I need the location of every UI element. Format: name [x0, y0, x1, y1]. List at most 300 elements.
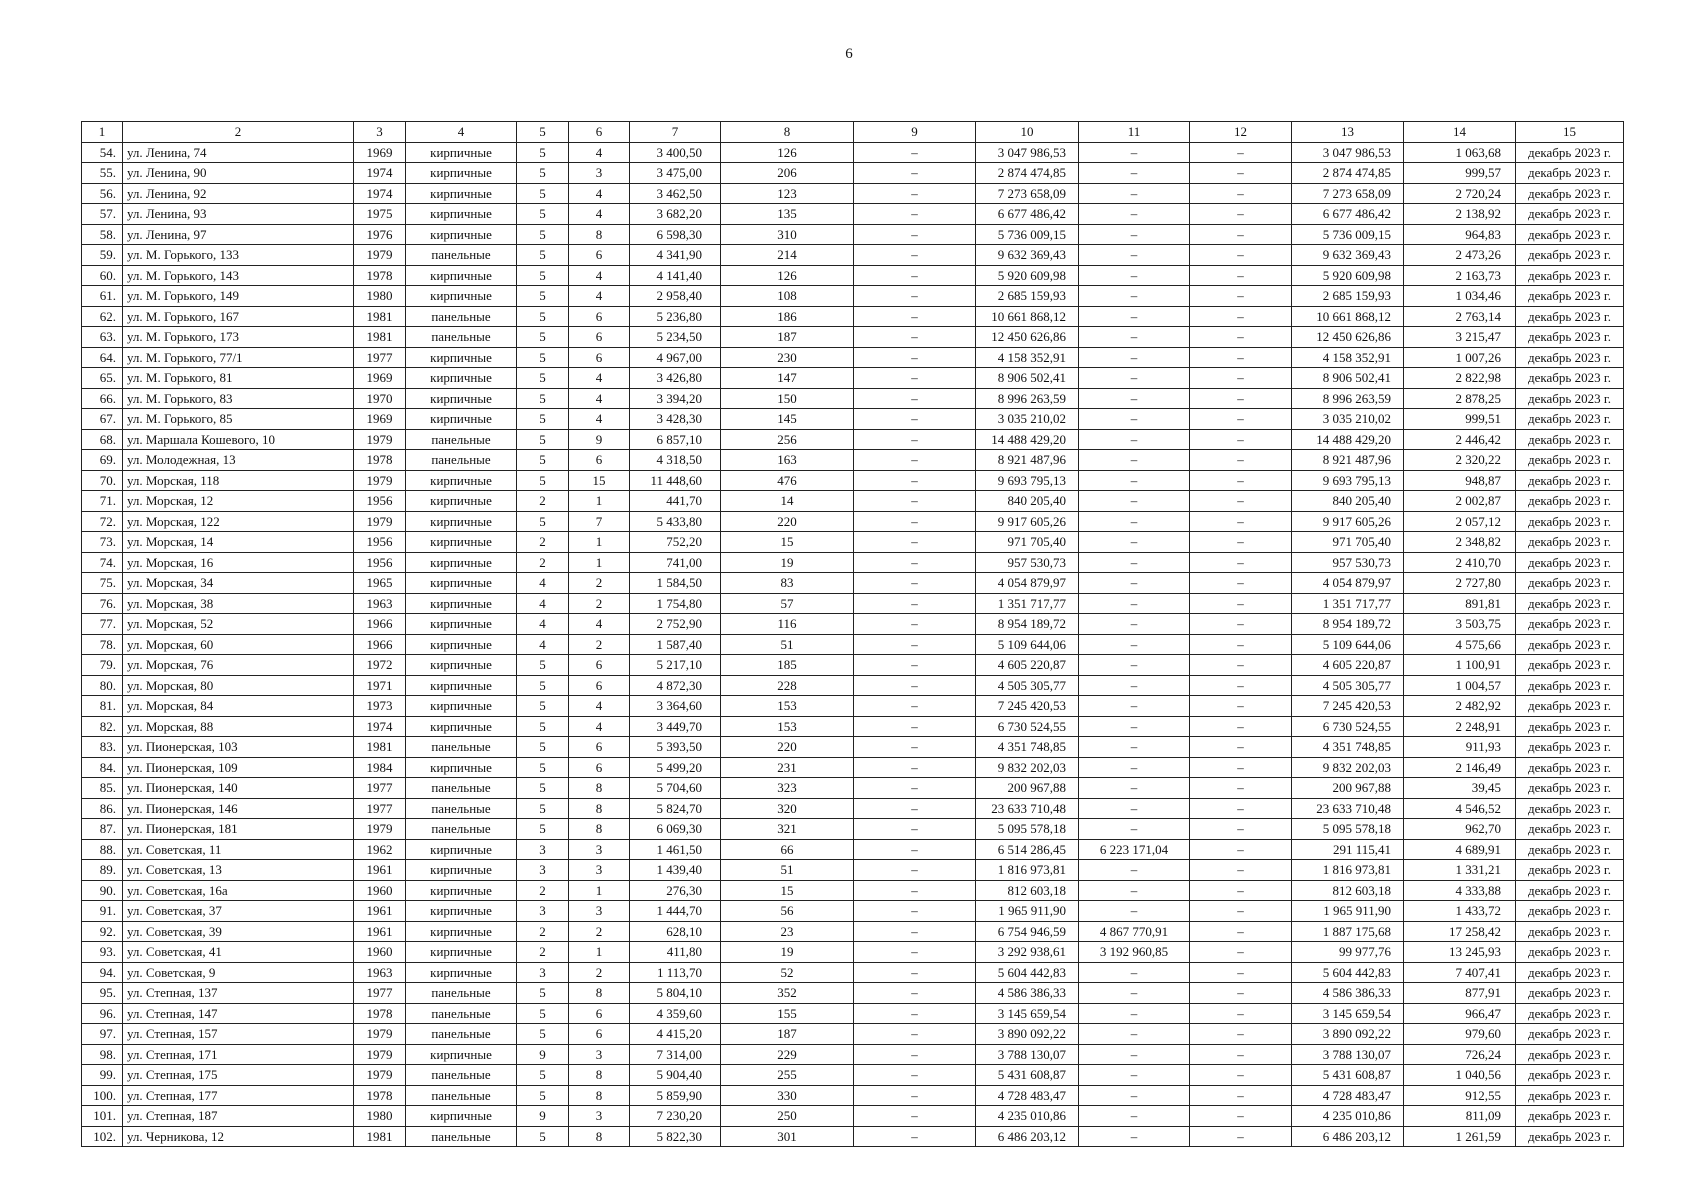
cell-col-13: 2 874 474,85: [1292, 163, 1404, 184]
cell-col-9: –: [854, 860, 976, 881]
cell-col-9: –: [854, 224, 976, 245]
cell-col-7: 1 461,50: [630, 839, 721, 860]
cell-col-10: 4 605 220,87: [976, 655, 1079, 676]
cell-col-15: декабрь 2023 г.: [1516, 347, 1624, 368]
cell-col-13: 6 486 203,12: [1292, 1126, 1404, 1147]
cell-col-3: 1979: [354, 1024, 406, 1045]
cell-col-15: декабрь 2023 г.: [1516, 1065, 1624, 1086]
cell-col-7: 752,20: [630, 532, 721, 553]
table-row: [82, 163, 1624, 184]
cell-col-2: ул. Советская, 13: [123, 860, 354, 881]
cell-col-14: 39,45: [1404, 778, 1516, 799]
cell-col-2: ул. М. Горького, 85: [123, 409, 354, 430]
cell-col-15: декабрь 2023 г.: [1516, 737, 1624, 758]
cell-col-8: 187: [721, 1024, 854, 1045]
table-row: [82, 778, 1624, 799]
cell-col-14: 911,93: [1404, 737, 1516, 758]
cell-col-11: –: [1079, 286, 1190, 307]
cell-col-6: 6: [569, 675, 630, 696]
table-row: [82, 450, 1624, 471]
cell-col-8: 51: [721, 634, 854, 655]
cell-col-4: кирпичные: [406, 675, 517, 696]
cell-col-8: 185: [721, 655, 854, 676]
table-row: [82, 204, 1624, 225]
cell-col-4: кирпичные: [406, 470, 517, 491]
column-header-4: 4: [406, 122, 517, 143]
table-row: [82, 675, 1624, 696]
cell-col-12: –: [1190, 450, 1292, 471]
cell-col-13: 812 603,18: [1292, 880, 1404, 901]
cell-col-4: кирпичные: [406, 142, 517, 163]
cell-col-6: 3: [569, 860, 630, 881]
cell-col-9: –: [854, 942, 976, 963]
cell-col-11: –: [1079, 1085, 1190, 1106]
cell-col-6: 6: [569, 347, 630, 368]
cell-col-9: –: [854, 1106, 976, 1127]
cell-col-3: 1984: [354, 757, 406, 778]
cell-col-7: 5 904,40: [630, 1065, 721, 1086]
cell-col-3: 1969: [354, 368, 406, 389]
cell-col-10: 9 632 369,43: [976, 245, 1079, 266]
cell-col-4: кирпичные: [406, 860, 517, 881]
cell-col-13: 5 736 009,15: [1292, 224, 1404, 245]
cell-col-5: 2: [517, 921, 569, 942]
table-row: [82, 962, 1624, 983]
cell-col-14: 2 138,92: [1404, 204, 1516, 225]
cell-col-2: ул. Черникова, 12: [123, 1126, 354, 1147]
cell-col-8: 214: [721, 245, 854, 266]
cell-col-13: 9 632 369,43: [1292, 245, 1404, 266]
cell-col-15: декабрь 2023 г.: [1516, 860, 1624, 881]
cell-col-10: 6 730 524,55: [976, 716, 1079, 737]
cell-col-12: –: [1190, 593, 1292, 614]
cell-col-11: –: [1079, 860, 1190, 881]
cell-col-1: 59.: [82, 245, 123, 266]
cell-col-4: кирпичные: [406, 716, 517, 737]
cell-col-12: –: [1190, 1126, 1292, 1147]
cell-col-4: кирпичные: [406, 532, 517, 553]
cell-col-14: 964,83: [1404, 224, 1516, 245]
cell-col-11: –: [1079, 347, 1190, 368]
cell-col-9: –: [854, 470, 976, 491]
cell-col-6: 1: [569, 532, 630, 553]
cell-col-13: 9 832 202,03: [1292, 757, 1404, 778]
cell-col-14: 4 546,52: [1404, 798, 1516, 819]
cell-col-9: –: [854, 1085, 976, 1106]
cell-col-4: панельные: [406, 778, 517, 799]
cell-col-10: 8 906 502,41: [976, 368, 1079, 389]
cell-col-1: 60.: [82, 265, 123, 286]
cell-col-14: 1 034,46: [1404, 286, 1516, 307]
cell-col-7: 3 682,20: [630, 204, 721, 225]
cell-col-2: ул. Маршала Кошевого, 10: [123, 429, 354, 450]
cell-col-11: –: [1079, 880, 1190, 901]
cell-col-11: –: [1079, 757, 1190, 778]
cell-col-15: декабрь 2023 г.: [1516, 1085, 1624, 1106]
cell-col-12: –: [1190, 921, 1292, 942]
cell-col-10: 200 967,88: [976, 778, 1079, 799]
cell-col-3: 1979: [354, 1065, 406, 1086]
cell-col-3: 1961: [354, 921, 406, 942]
cell-col-10: 1 816 973,81: [976, 860, 1079, 881]
cell-col-12: –: [1190, 983, 1292, 1004]
cell-col-11: 3 192 960,85: [1079, 942, 1190, 963]
cell-col-3: 1966: [354, 614, 406, 635]
cell-col-10: 7 273 658,09: [976, 183, 1079, 204]
table-row: [82, 429, 1624, 450]
cell-col-14: 2 878,25: [1404, 388, 1516, 409]
cell-col-5: 4: [517, 614, 569, 635]
cell-col-5: 4: [517, 593, 569, 614]
cell-col-13: 291 115,41: [1292, 839, 1404, 860]
cell-col-10: 5 095 578,18: [976, 819, 1079, 840]
cell-col-3: 1978: [354, 265, 406, 286]
table-row: [82, 1106, 1624, 1127]
cell-col-14: 7 407,41: [1404, 962, 1516, 983]
cell-col-4: кирпичные: [406, 1044, 517, 1065]
cell-col-1: 84.: [82, 757, 123, 778]
cell-col-7: 3 449,70: [630, 716, 721, 737]
cell-col-7: 7 230,20: [630, 1106, 721, 1127]
cell-col-8: 51: [721, 860, 854, 881]
table-row: [82, 409, 1624, 430]
cell-col-13: 3 890 092,22: [1292, 1024, 1404, 1045]
cell-col-2: ул. Ленина, 90: [123, 163, 354, 184]
cell-col-12: –: [1190, 1085, 1292, 1106]
table-row: [82, 491, 1624, 512]
column-header-1: 1: [82, 122, 123, 143]
cell-col-5: 5: [517, 798, 569, 819]
cell-col-13: 10 661 868,12: [1292, 306, 1404, 327]
cell-col-7: 628,10: [630, 921, 721, 942]
cell-col-11: –: [1079, 491, 1190, 512]
cell-col-8: 150: [721, 388, 854, 409]
cell-col-11: –: [1079, 716, 1190, 737]
cell-col-2: ул. Степная, 147: [123, 1003, 354, 1024]
cell-col-13: 4 351 748,85: [1292, 737, 1404, 758]
cell-col-9: –: [854, 696, 976, 717]
cell-col-5: 5: [517, 409, 569, 430]
cell-col-15: декабрь 2023 г.: [1516, 491, 1624, 512]
table-row: [82, 286, 1624, 307]
cell-col-1: 65.: [82, 368, 123, 389]
cell-col-15: декабрь 2023 г.: [1516, 327, 1624, 348]
cell-col-12: –: [1190, 1003, 1292, 1024]
cell-col-1: 82.: [82, 716, 123, 737]
cell-col-12: –: [1190, 1065, 1292, 1086]
cell-col-1: 77.: [82, 614, 123, 635]
cell-col-5: 5: [517, 368, 569, 389]
cell-col-10: 5 109 644,06: [976, 634, 1079, 655]
cell-col-1: 73.: [82, 532, 123, 553]
cell-col-5: 5: [517, 819, 569, 840]
cell-col-13: 5 920 609,98: [1292, 265, 1404, 286]
cell-col-5: 5: [517, 286, 569, 307]
cell-col-10: 1 965 911,90: [976, 901, 1079, 922]
column-header-3: 3: [354, 122, 406, 143]
cell-col-14: 726,24: [1404, 1044, 1516, 1065]
cell-col-6: 6: [569, 245, 630, 266]
cell-col-6: 8: [569, 819, 630, 840]
cell-col-15: декабрь 2023 г.: [1516, 696, 1624, 717]
cell-col-9: –: [854, 552, 976, 573]
table-row: [82, 265, 1624, 286]
cell-col-3: 1956: [354, 491, 406, 512]
cell-col-6: 1: [569, 942, 630, 963]
cell-col-10: 5 431 608,87: [976, 1065, 1079, 1086]
cell-col-4: кирпичные: [406, 183, 517, 204]
table-row: [82, 224, 1624, 245]
cell-col-7: 1 444,70: [630, 901, 721, 922]
cell-col-11: –: [1079, 962, 1190, 983]
cell-col-10: 4 054 879,97: [976, 573, 1079, 594]
cell-col-11: –: [1079, 532, 1190, 553]
cell-col-8: 163: [721, 450, 854, 471]
cell-col-13: 8 954 189,72: [1292, 614, 1404, 635]
cell-col-3: 1979: [354, 819, 406, 840]
cell-col-1: 90.: [82, 880, 123, 901]
cell-col-7: 4 359,60: [630, 1003, 721, 1024]
table-row: [82, 942, 1624, 963]
cell-col-2: ул. Морская, 52: [123, 614, 354, 635]
cell-col-10: 4 505 305,77: [976, 675, 1079, 696]
cell-col-15: декабрь 2023 г.: [1516, 245, 1624, 266]
table-row: [82, 655, 1624, 676]
cell-col-10: 840 205,40: [976, 491, 1079, 512]
cell-col-3: 1960: [354, 942, 406, 963]
cell-col-1: 79.: [82, 655, 123, 676]
cell-col-2: ул. Морская, 76: [123, 655, 354, 676]
cell-col-10: 5 604 442,83: [976, 962, 1079, 983]
cell-col-5: 5: [517, 224, 569, 245]
cell-col-3: 1977: [354, 983, 406, 1004]
cell-col-4: кирпичные: [406, 593, 517, 614]
cell-col-13: 8 906 502,41: [1292, 368, 1404, 389]
cell-col-12: –: [1190, 839, 1292, 860]
cell-col-2: ул. Морская, 34: [123, 573, 354, 594]
cell-col-15: декабрь 2023 г.: [1516, 306, 1624, 327]
cell-col-15: декабрь 2023 г.: [1516, 204, 1624, 225]
cell-col-6: 6: [569, 306, 630, 327]
cell-col-15: декабрь 2023 г.: [1516, 634, 1624, 655]
cell-col-3: 1960: [354, 880, 406, 901]
cell-col-8: 255: [721, 1065, 854, 1086]
cell-col-7: 5 822,30: [630, 1126, 721, 1147]
cell-col-9: –: [854, 1024, 976, 1045]
cell-col-6: 3: [569, 163, 630, 184]
cell-col-8: 310: [721, 224, 854, 245]
cell-col-7: 1 439,40: [630, 860, 721, 881]
cell-col-14: 999,51: [1404, 409, 1516, 430]
cell-col-10: 3 788 130,07: [976, 1044, 1079, 1065]
cell-col-15: декабрь 2023 г.: [1516, 819, 1624, 840]
cell-col-8: 228: [721, 675, 854, 696]
cell-col-15: декабрь 2023 г.: [1516, 675, 1624, 696]
cell-col-9: –: [854, 142, 976, 163]
cell-col-7: 4 415,20: [630, 1024, 721, 1045]
cell-col-11: –: [1079, 327, 1190, 348]
cell-col-2: ул. Степная, 175: [123, 1065, 354, 1086]
cell-col-10: 8 996 263,59: [976, 388, 1079, 409]
cell-col-15: декабрь 2023 г.: [1516, 286, 1624, 307]
cell-col-9: –: [854, 1126, 976, 1147]
cell-col-11: –: [1079, 470, 1190, 491]
cell-col-7: 11 448,60: [630, 470, 721, 491]
cell-col-5: 2: [517, 491, 569, 512]
cell-col-6: 4: [569, 614, 630, 635]
cell-col-9: –: [854, 245, 976, 266]
cell-col-9: –: [854, 675, 976, 696]
cell-col-3: 1965: [354, 573, 406, 594]
cell-col-2: ул. Степная, 171: [123, 1044, 354, 1065]
cell-col-6: 2: [569, 962, 630, 983]
cell-col-7: 7 314,00: [630, 1044, 721, 1065]
cell-col-2: ул. Молодежная, 13: [123, 450, 354, 471]
cell-col-6: 4: [569, 286, 630, 307]
cell-col-2: ул. М. Горького, 149: [123, 286, 354, 307]
table-row: [82, 532, 1624, 553]
cell-col-9: –: [854, 286, 976, 307]
cell-col-11: –: [1079, 778, 1190, 799]
cell-col-6: 15: [569, 470, 630, 491]
cell-col-11: –: [1079, 368, 1190, 389]
cell-col-15: декабрь 2023 г.: [1516, 265, 1624, 286]
cell-col-12: –: [1190, 962, 1292, 983]
cell-col-13: 4 054 879,97: [1292, 573, 1404, 594]
cell-col-8: 57: [721, 593, 854, 614]
cell-col-15: декабрь 2023 г.: [1516, 614, 1624, 635]
cell-col-4: кирпичные: [406, 634, 517, 655]
cell-col-2: ул. М. Горького, 173: [123, 327, 354, 348]
cell-col-7: 2 958,40: [630, 286, 721, 307]
cell-col-11: –: [1079, 224, 1190, 245]
table-body: [82, 142, 1624, 1147]
table-row: [82, 634, 1624, 655]
table-row: [82, 245, 1624, 266]
cell-col-13: 1 887 175,68: [1292, 921, 1404, 942]
cell-col-15: декабрь 2023 г.: [1516, 552, 1624, 573]
cell-col-4: кирпичные: [406, 491, 517, 512]
cell-col-8: 220: [721, 511, 854, 532]
cell-col-8: 52: [721, 962, 854, 983]
cell-col-1: 96.: [82, 1003, 123, 1024]
cell-col-4: панельные: [406, 983, 517, 1004]
cell-col-8: 320: [721, 798, 854, 819]
cell-col-11: –: [1079, 737, 1190, 758]
cell-col-6: 7: [569, 511, 630, 532]
cell-col-14: 4 575,66: [1404, 634, 1516, 655]
cell-col-9: –: [854, 757, 976, 778]
cell-col-12: –: [1190, 429, 1292, 450]
cell-col-15: декабрь 2023 г.: [1516, 429, 1624, 450]
cell-col-13: 6 677 486,42: [1292, 204, 1404, 225]
cell-col-7: 4 341,90: [630, 245, 721, 266]
table-row: [82, 593, 1624, 614]
cell-col-5: 5: [517, 778, 569, 799]
cell-col-6: 2: [569, 593, 630, 614]
cell-col-13: 23 633 710,48: [1292, 798, 1404, 819]
cell-col-2: ул. Степная, 177: [123, 1085, 354, 1106]
cell-col-4: панельные: [406, 1003, 517, 1024]
cell-col-2: ул. Морская, 14: [123, 532, 354, 553]
cell-col-8: 330: [721, 1085, 854, 1106]
cell-col-7: 3 428,30: [630, 409, 721, 430]
cell-col-2: ул. Степная, 137: [123, 983, 354, 1004]
cell-col-4: кирпичные: [406, 163, 517, 184]
cell-col-12: –: [1190, 880, 1292, 901]
cell-col-15: декабрь 2023 г.: [1516, 511, 1624, 532]
cell-col-3: 1975: [354, 204, 406, 225]
cell-col-9: –: [854, 921, 976, 942]
cell-col-7: 5 433,80: [630, 511, 721, 532]
cell-col-9: –: [854, 429, 976, 450]
cell-col-14: 1 100,91: [1404, 655, 1516, 676]
cell-col-10: 5 736 009,15: [976, 224, 1079, 245]
cell-col-11: –: [1079, 573, 1190, 594]
cell-col-10: 9 832 202,03: [976, 757, 1079, 778]
cell-col-4: кирпичные: [406, 204, 517, 225]
cell-col-6: 2: [569, 573, 630, 594]
cell-col-14: 4 333,88: [1404, 880, 1516, 901]
cell-col-10: 4 728 483,47: [976, 1085, 1079, 1106]
cell-col-5: 4: [517, 634, 569, 655]
cell-col-14: 2 720,24: [1404, 183, 1516, 204]
cell-col-12: –: [1190, 942, 1292, 963]
cell-col-2: ул. Пионерская, 109: [123, 757, 354, 778]
cell-col-15: декабрь 2023 г.: [1516, 962, 1624, 983]
cell-col-3: 1969: [354, 142, 406, 163]
cell-col-7: 3 475,00: [630, 163, 721, 184]
cell-col-2: ул. Морская, 80: [123, 675, 354, 696]
cell-col-8: 155: [721, 1003, 854, 1024]
cell-col-7: 5 859,90: [630, 1085, 721, 1106]
cell-col-1: 80.: [82, 675, 123, 696]
cell-col-8: 83: [721, 573, 854, 594]
cell-col-4: кирпичные: [406, 880, 517, 901]
cell-col-5: 4: [517, 573, 569, 594]
cell-col-13: 840 205,40: [1292, 491, 1404, 512]
cell-col-6: 3: [569, 1044, 630, 1065]
cell-col-12: –: [1190, 470, 1292, 491]
cell-col-4: панельные: [406, 429, 517, 450]
cell-col-15: декабрь 2023 г.: [1516, 798, 1624, 819]
cell-col-2: ул. Степная, 187: [123, 1106, 354, 1127]
cell-col-3: 1971: [354, 675, 406, 696]
table-row: [82, 757, 1624, 778]
cell-col-9: –: [854, 450, 976, 471]
cell-col-4: кирпичные: [406, 901, 517, 922]
cell-col-7: 5 704,60: [630, 778, 721, 799]
cell-col-11: –: [1079, 183, 1190, 204]
cell-col-9: –: [854, 614, 976, 635]
cell-col-3: 1974: [354, 183, 406, 204]
cell-col-13: 4 605 220,87: [1292, 655, 1404, 676]
cell-col-4: панельные: [406, 450, 517, 471]
cell-col-9: –: [854, 491, 976, 512]
cell-col-1: 89.: [82, 860, 123, 881]
cell-col-11: –: [1079, 429, 1190, 450]
cell-col-6: 1: [569, 552, 630, 573]
table-row: [82, 327, 1624, 348]
table-row: [82, 183, 1624, 204]
cell-col-5: 5: [517, 163, 569, 184]
cell-col-8: 321: [721, 819, 854, 840]
cell-col-6: 6: [569, 327, 630, 348]
table-row: [82, 306, 1624, 327]
cell-col-1: 76.: [82, 593, 123, 614]
table-row: [82, 1085, 1624, 1106]
cell-col-11: 4 867 770,91: [1079, 921, 1190, 942]
